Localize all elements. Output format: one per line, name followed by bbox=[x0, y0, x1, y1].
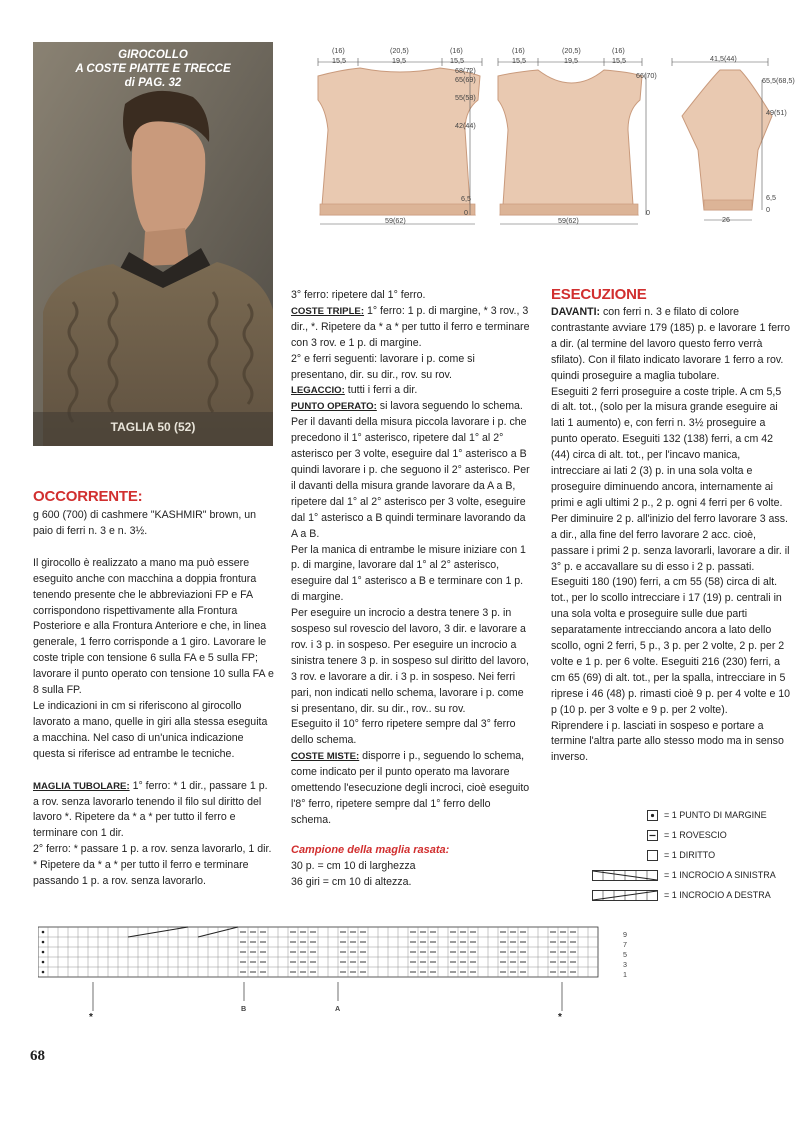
chart-marker-a: A bbox=[335, 1004, 341, 1013]
coste-triple-paragraph bbox=[291, 304, 531, 352]
punto-operato-repeat: Eseguito il 10° ferro ripetere sempre dal 3° ferro dello schema. bbox=[291, 718, 516, 747]
coste-miste-text: disporre i p., seguendo lo schema, come indicato per il punto operato ma lavorare omettendo l'esecuzione degli incroci, cioè eseguito l'8° ferro, ripetere sempre dal 1° ferro dello schema. bbox=[291, 750, 530, 826]
margin-stitch-mark bbox=[42, 931, 45, 934]
cross-right-icon bbox=[592, 890, 658, 901]
legend-cross-left bbox=[592, 868, 792, 888]
legend-rovescio-label: = 1 ROVESCIO bbox=[664, 830, 727, 840]
sleeve-height-3: 6,5 bbox=[766, 193, 776, 202]
legend-margin bbox=[592, 808, 792, 828]
sleeve-piece bbox=[682, 70, 772, 210]
model-photo bbox=[33, 42, 273, 446]
row-number-5: 5 bbox=[623, 950, 627, 959]
back-piece bbox=[318, 68, 480, 215]
margin-stitch-mark bbox=[42, 961, 45, 964]
back-height-2: 65(69) bbox=[455, 75, 476, 84]
legend-diritto bbox=[592, 848, 792, 868]
back-top-left-large: (16) bbox=[332, 46, 345, 55]
front-top-right-small: 15,5 bbox=[612, 56, 626, 65]
campione-height: 36 giri = cm 10 di altezza. bbox=[291, 875, 412, 888]
front-zero: 0 bbox=[646, 208, 650, 217]
front-piece bbox=[498, 70, 642, 215]
stitch-legend bbox=[592, 808, 792, 908]
sleeve-height-2: 49(51) bbox=[766, 108, 787, 117]
back-height-6: 0 bbox=[464, 208, 468, 217]
coste-triple-text: 1° ferro: 1 p. di margine, * 3 rov., 3 dir., *. Ripetere da * a * per tutto il ferro e terminare con 3 rov. e 1 p. di margine. bbox=[291, 304, 530, 349]
ferro3-text: 3° ferro: ripetere dal 1° ferro. bbox=[291, 289, 426, 301]
photo-title bbox=[33, 42, 273, 102]
garment-schematics bbox=[300, 40, 800, 235]
coste-miste-label: COSTE MISTE: bbox=[291, 751, 360, 763]
row-number-1: 1 bbox=[623, 970, 627, 979]
photo-title-line-3: di PAG. 32 bbox=[124, 77, 182, 89]
front-width: 59(62) bbox=[558, 216, 579, 225]
measurements-paragraph: Le indicazioni in cm si riferiscono al girocollo lavorato a mano, quelle in giri alla stessa eseguita a macchina. Nel caso di un'unica indicazione questa si riferisce ad entrambe le tecniche. bbox=[33, 699, 268, 760]
davanti-text-2: Eseguiti 2 ferri proseguire a coste triple. A cm 5,5 di alt. tot., (solo per la misura grande eseguire ai lati 1 aumento) e, con ferri n. 3½ proseguire a punto operato. Eseguiti 132 (138) ferri, a cm 42 (44) circa di alt. tot., per l'incavo manica, intrecciare ai lati 2 (3) p. in una sola volta e proseguire diminuendo ancora, internamente ai primi e agli ultimi 2 p., 2 p. ogni 4 ferri per 6 volte. Per diminuire 2 p. all'inizio del ferro lavorare 3 ass. a dir., alla fine del ferro lavorare 2 acc. cioè, passare i primi 2 p. senza lavorarli, lavorare a dir. il 3° p. e accavallare su di esso i 2 p. passati. Eseguiti 180 (190) ferri, a cm 55 (58) circa di alt. tot., per lo scollo intrecciare i 17 (19) p. centrali in una sola volta e proseguire sulle due parti separatamente intrecciando ancora a lato dello scollo, ogni 2 ferri, 5 p., 3 p. per 2 volte, 2 p. per 2 volte e 1 p. per 6 volte. Eseguiti 216 (230) ferri, a cm 65 (69) di alt. tot., per la spalla, intrecciare in 5 riprese i 46 (48) p. rimasti cioè 9 p. per 4 volte e 10 p (10 p. per 3 volte e 9 p. per 2 volte). bbox=[551, 385, 791, 716]
occorrente-column bbox=[33, 508, 275, 890]
coste-triple-text-2: 2° e ferri seguenti: lavorare i p. come si presentano, dir. su dir., rov. su rov. bbox=[291, 352, 475, 381]
back-top-mid-small: 19,5 bbox=[392, 56, 406, 65]
sleeve-cuff: 26 bbox=[722, 215, 730, 224]
esecuzione-column bbox=[551, 305, 791, 766]
back-top-right-small: 15,5 bbox=[450, 56, 464, 65]
chart-row-numbers bbox=[623, 930, 627, 979]
legaccio-text: tutti i ferri a dir. bbox=[344, 384, 418, 397]
legaccio-paragraph bbox=[291, 383, 531, 399]
occorrente-heading: OCCORRENTE: bbox=[33, 488, 143, 505]
punto-operato-sleeve: Per la manica di entrambe le misure iniziare con 1 p. di margine, lavorare dal 1° al 2° asterisco, eseguire dal 1° asterisco a B e terminare con 1 p. di margine. bbox=[291, 543, 526, 604]
back-height-3: 55(58) bbox=[455, 93, 476, 102]
model-illustration bbox=[33, 42, 273, 446]
knit-stitch-icon bbox=[647, 850, 658, 861]
legend-cross-right bbox=[592, 888, 792, 908]
photo-title-line-1: GIROCOLLO bbox=[118, 49, 188, 61]
punto-operato-cables: Per eseguire un incrocio a destra tenere 3 p. in sospeso sul rovescio del lavoro, 3 dir. e lavorare a rov. i 3 p. in sospeso. Per eseguire un incrocio a sinistra tenere 3 p. in sospeso sul diritto del lavoro, 3 rov. e lavorare a dir. i 3 p. in sospeso. Nei ferri pari, non indicati nello schema, lavorare i p. come si presentano, dir. su dir., rov.. su rov. bbox=[291, 607, 529, 715]
size-label: TAGLIA 50 (52) bbox=[110, 420, 196, 434]
back-height-4: 42(44) bbox=[455, 121, 476, 130]
tubolare-row-1: 1° ferro: * 1 dir., passare 1 p. a rov. senza lavorarlo tenendo il filo sul diritto del lavoro *. Ripetere da * a * per tutto il ferro e terminare con 1 dir. bbox=[33, 779, 268, 840]
chart-asterisk-2: * bbox=[558, 1012, 562, 1023]
back-height-5: 6,5 bbox=[461, 194, 471, 203]
row-number-7: 7 bbox=[623, 940, 627, 949]
tubolare-label: MAGLIA TUBOLARE: bbox=[33, 780, 130, 792]
campione-width: 30 p. = cm 10 di larghezza bbox=[291, 859, 416, 872]
row-number-3: 3 bbox=[623, 960, 627, 969]
esecuzione-heading: ESECUZIONE bbox=[551, 286, 647, 303]
sleeve-top-width: 41,5(44) bbox=[710, 54, 737, 63]
tubolare-paragraph bbox=[33, 779, 275, 843]
sleeve-height-4: 0 bbox=[766, 205, 770, 214]
back-width: 59(62) bbox=[385, 216, 406, 225]
photo-title-line-2: A COSTE PIATTE E TRECCE bbox=[75, 63, 231, 75]
punto-operato-paragraph bbox=[291, 399, 531, 542]
knitting-chart bbox=[38, 925, 638, 1025]
davanti-paragraph bbox=[551, 305, 791, 385]
page-number: 68 bbox=[30, 1048, 45, 1064]
front-top-right-large: (16) bbox=[612, 46, 625, 55]
legend-rovescio bbox=[592, 828, 792, 848]
intro-paragraph: Il girocollo è realizzato a mano ma può essere eseguito anche con macchina a doppia frontura tenendo presente che le abbreviazioni FP e FA corrispondono rispettivamente alla Frontura Posteriore e alla Frontura Anteriore e che, in linea generale, 1 ferro corrisponde a 1 giro. Lavorare le coste triple con tensione 6 sulla FA e 5 sulla FP; lavorare il punto operato con tensione 10 sulla FA e 8 sulla FP. bbox=[33, 556, 274, 697]
coste-miste-paragraph bbox=[291, 749, 531, 829]
legend-diritto-label: = 1 DIRITTO bbox=[664, 850, 716, 860]
legend-cross-left-label: = 1 INCROCIO A SINISTRA bbox=[664, 870, 776, 880]
front-height: 66(70) bbox=[636, 71, 657, 80]
middle-column bbox=[291, 288, 531, 891]
legend-cross-right-label: = 1 INCROCIO A DESTRA bbox=[664, 890, 771, 900]
coste-triple-label: COSTE TRIPLE: bbox=[291, 305, 365, 317]
back-top-right-large: (16) bbox=[450, 46, 463, 55]
punto-operato-label: PUNTO OPERATO: bbox=[291, 401, 377, 413]
chart-grid bbox=[38, 927, 598, 977]
margin-stitch-icon bbox=[647, 810, 658, 821]
margin-stitch-mark bbox=[42, 951, 45, 954]
back-top-left-small: 15,5 bbox=[332, 56, 346, 65]
front-top-left-small: 15,5 bbox=[512, 56, 526, 65]
chart-marker-b: B bbox=[241, 1004, 247, 1013]
punto-operato-text: si lavora seguendo lo schema. Per il davanti della misura piccola lavorare i p. che precedono il 1° asterisco, ripetere dal 1° al 2° asterisco per 3 volte, eseguire dal 1° asterisco a B quindi lavorare i p. che seguono il 2° asterisco. Per il davanti della misura grande lavorare da A a B, ripetere dal 1° al 2° asterisco per 3 volte, eseguire dal 1° asterisco a B quindi terminare lavorando da A a B. bbox=[291, 400, 530, 540]
back-height-1: 68(72) bbox=[455, 66, 476, 75]
davanti-text-1: con ferri n. 3 e filato di colore contrastante avviare 179 (185) p. e lavorare 1 ferro a dir. (al termine del lavoro questo ferro verrà sfilato). Con il filato indicato lavorare 1 ferro a rov. quindi proseguire a maglia tubolare. bbox=[551, 306, 791, 382]
tubolare-row-2: 2° ferro: * passare 1 p. a rov. senza lavorarlo, 1 dir. * Ripetere da * a * per tutto il ferro e terminare passando 1 p. a rov. senza lavorarlo. bbox=[33, 843, 272, 888]
margin-stitch-mark bbox=[42, 941, 45, 944]
row-number-9: 9 bbox=[623, 930, 627, 939]
materials-text: g 600 (700) di cashmere "KASHMIR" brown, un paio di ferri n. 3 e n. 3½. bbox=[33, 509, 257, 537]
front-top-mid-large: (20,5) bbox=[562, 46, 581, 55]
legend-margin-label: = 1 PUNTO DI MARGINE bbox=[664, 810, 767, 820]
davanti-label: DAVANTI: bbox=[551, 306, 601, 318]
davanti-text-3: Riprendere i p. lasciati in sospeso e portare a termine l'altra parte allo stesso modo ma in senso inverso. bbox=[551, 719, 784, 764]
front-top-left-large: (16) bbox=[512, 46, 525, 55]
chart-asterisk-1: * bbox=[89, 1012, 93, 1023]
campione-heading: Campione della maglia rasata: bbox=[291, 843, 450, 856]
sleeve-height-1: 65,5(68,5) bbox=[762, 76, 795, 85]
purl-stitch-icon bbox=[647, 830, 658, 841]
back-top-mid-large: (20,5) bbox=[390, 46, 409, 55]
legaccio-label: LEGACCIO: bbox=[291, 385, 345, 397]
cross-left-icon bbox=[592, 870, 658, 881]
front-top-mid-small: 19,5 bbox=[564, 56, 578, 65]
margin-stitch-mark bbox=[42, 971, 45, 974]
